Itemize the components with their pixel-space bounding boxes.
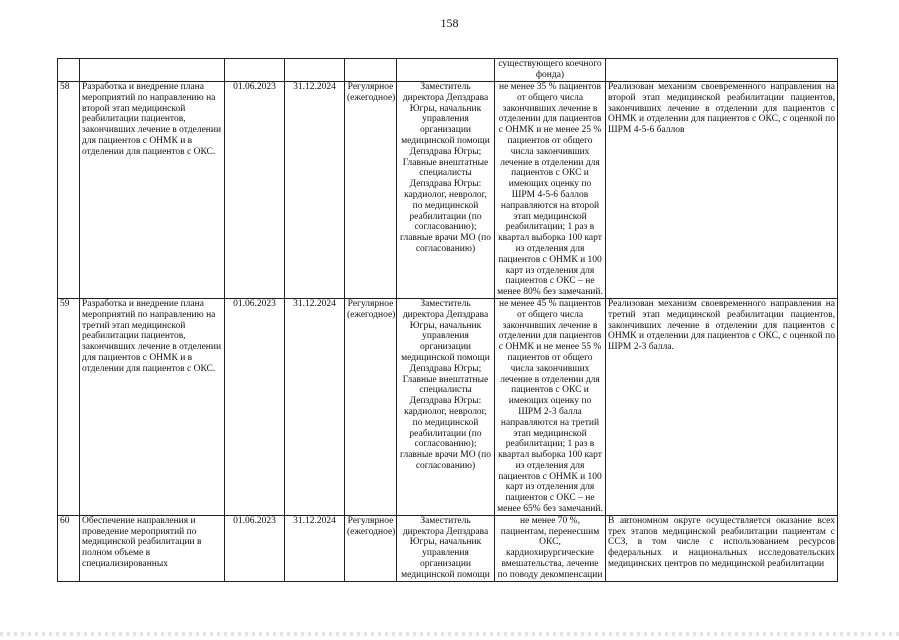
row-number: 59 — [58, 298, 80, 515]
cell-empty — [345, 59, 397, 82]
indicator-cell: существующего коечного фонда) — [495, 59, 606, 82]
responsible-cell: Заместитель директора Депздрава Югры, начальник управления организации медицинской помощи — [397, 515, 495, 581]
start-date-cell: 01.06.2023 — [225, 82, 285, 299]
cell-empty — [80, 59, 225, 82]
page-number: 158 — [440, 16, 459, 30]
task-cell: Разработка и внедрение плана мероприятий по направлению на второй этап медицинской реабилитации пациентов, закончивших лечение в отделении для пациентов с ОНМК и в отделении для пациентов с ОКС. — [80, 82, 225, 299]
cell-empty — [397, 59, 495, 82]
end-date-cell: 31.12.2024 — [285, 515, 345, 581]
cell-empty — [225, 59, 285, 82]
responsible-cell: Заместитель директора Депздрава Югры, начальник управления организации медицинской помощи Депздрава Югры; Главные внештатные специалисты Депздрава Югры: кардиолог, невролог, по медицинской реабилитации (по согласованию); главные врачи МО (по согласованию) — [397, 298, 495, 515]
measures-table — [57, 58, 838, 582]
result-cell: В автономном округе осуществляется оказание всех трех этапов медицинской реабилитации пациентам с ССЗ, в том числе с использованием ресурсов федеральных и национальных исследовательских медицинских центров по медицинской реабилитации — [606, 515, 838, 581]
table-row — [58, 515, 838, 581]
task-cell: Разработка и внедрение плана мероприятий по направлению на третий этап медицинской реабилитации пациентов, закончивших лечение в отделении для пациентов с ОНМК и в отделении для пациентов с ОКС. — [80, 298, 225, 515]
row-number: 58 — [58, 82, 80, 299]
cell-empty — [285, 59, 345, 82]
start-date-cell: 01.06.2023 — [225, 515, 285, 581]
start-date-cell: 01.06.2023 — [225, 298, 285, 515]
table-row — [58, 298, 838, 515]
periodicity-cell: Регулярное (ежегодное) — [345, 298, 397, 515]
scan-edge-artifact — [0, 632, 899, 636]
cell-empty — [58, 59, 80, 82]
result-cell: Реализован механизм своевременного направления на второй этап медицинской реабилитации пациентов, закончивших лечение в отделении для пациентов с ОНМК и отделении для пациентов с ОКС, с оценкой по ШРМ 4-5-6 баллов — [606, 82, 838, 299]
indicator-cell: не менее 70 %, пациентам, перенесшим ОКС, кардиохирургические вмешательства, лечение по поводу декомпенсации — [495, 515, 606, 581]
result-cell: Реализован механизм своевременного направления на третий этап медицинской реабилитации пациентов, закончивших лечение в отделении для пациентов с ОНМК и отделении для пациентов с ОКС, с оценкой по ШРМ 2-3 балла. — [606, 298, 838, 515]
table-row-continuation — [58, 59, 838, 82]
table-row — [58, 82, 838, 299]
end-date-cell: 31.12.2024 — [285, 298, 345, 515]
task-cell: Обеспечение направления и проведение мероприятий по медицинской реабилитации в полном объеме в специализированных — [80, 515, 225, 581]
periodicity-cell: Регулярное (ежегодное) — [345, 515, 397, 581]
indicator-cell: не менее 35 % пациентов от общего числа закончивших лечение в отделении для пациентов с ОНМК и не менее 25 % пациентов от общего числа закончивших лечение в отделении для пациентов с ОКС и имеющих оценку по ШРМ 4-5-6 баллов направляются на второй этап медицинской реабилитации; 1 раз в квартал выборка 100 карт из отделения для пациентов с ОНМК и 100 карт из отделения для пациентов с ОКС – не менее 80% без замечаний. — [495, 82, 606, 299]
indicator-cell: не менее 45 % пациентов от общего числа закончивших лечение в отделении для пациентов с ОНМК и не менее 55 % пациентов от общего числа закончивших лечение в отделении для пациентов с ОКС и имеющих оценку по ШРМ 2-3 балла направляются на третий этап медицинской реабилитации; 1 раз в квартал выборка 100 карт из отделения для пациентов с ОНМК и 100 карт из отделения для пациентов с ОКС – не менее 65% без замечаний. — [495, 298, 606, 515]
cell-empty — [606, 59, 838, 82]
periodicity-cell: Регулярное (ежегодное) — [345, 82, 397, 299]
row-number: 60 — [58, 515, 80, 581]
end-date-cell: 31.12.2024 — [285, 82, 345, 299]
responsible-cell: Заместитель директора Депздрава Югры, начальник управления организации медицинской помощи Депздрава Югры; Главные внештатные специалисты Депздрава Югры: кардиолог, невролог, по медицинской реабилитации (по согласованию); главные врачи МО (по согласованию) — [397, 82, 495, 299]
